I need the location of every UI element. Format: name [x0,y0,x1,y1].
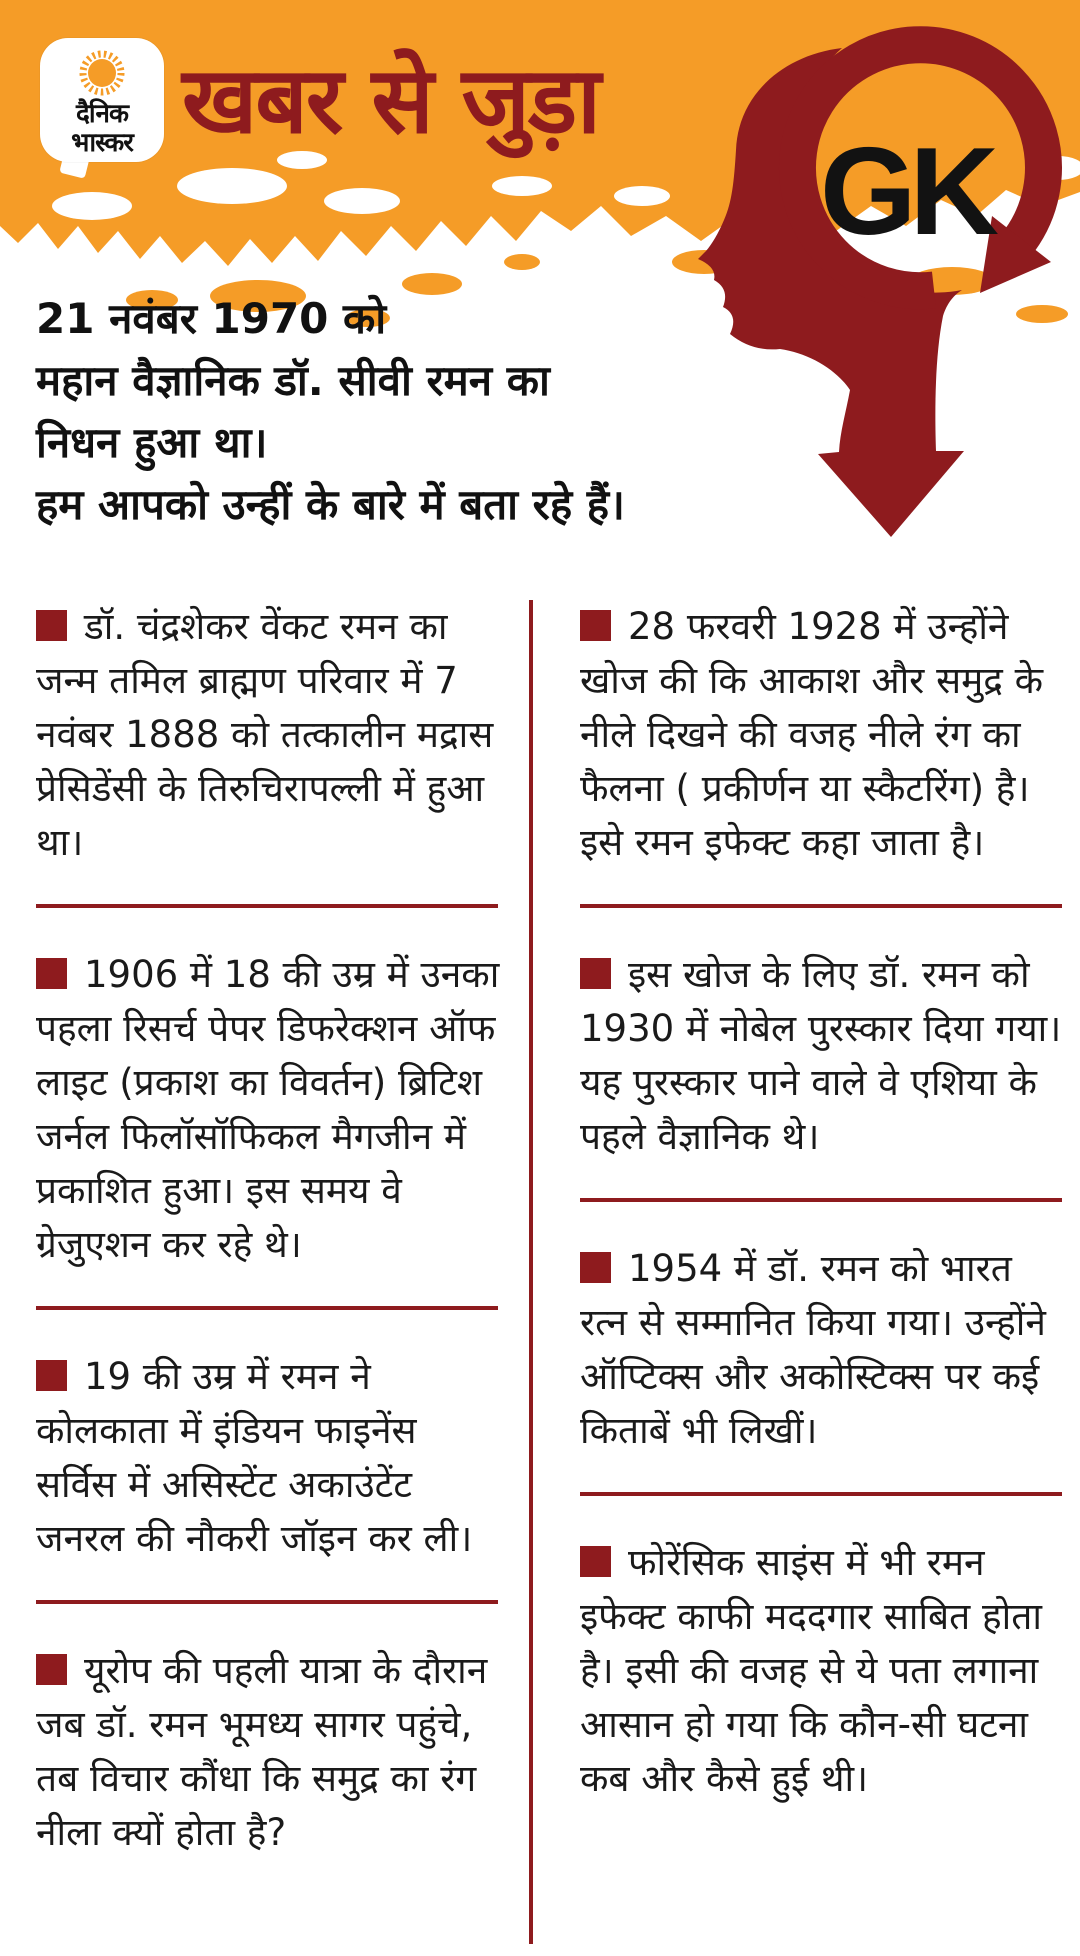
fact-item [580,600,1064,870]
separator-line [36,1306,498,1310]
bullet-square-icon [36,610,67,641]
fact-item [580,1242,1064,1458]
fact-text: 1954 में डॉ. रमन को भारत रत्न से सम्मानित किया गया। उन्होंने ऑप्टिक्स और अकोस्टिक्स पर कई किताबें भी लिखीं। [580,1247,1046,1452]
gk-label: GK [820,123,992,261]
column-divider [529,600,533,1944]
intro-text [36,288,636,536]
bullet-square-icon [580,610,611,641]
dainik-bhaskar-logo [40,38,164,162]
logo-line-2: भास्कर [71,128,133,158]
logo-line-1: दैनिक [76,99,128,129]
fact-item [580,1536,1064,1806]
bullet-square-icon [36,958,67,989]
gk-head-graphic [588,0,1080,560]
bullet-square-icon [580,1252,611,1283]
fact-text: डॉ. चंद्रशेकर वेंकट रमन का जन्म तमिल ब्राह्मण परिवार में 7 नवंबर 1888 को तत्कालीन मद्रास प्रेसिडेंसी के तिरुचिरापल्ली में हुआ था। [36,605,494,864]
fact-text: फोरेंसिक साइंस में भी रमन इफेक्ट काफी मददगार साबित होता है। इसी की वजह से ये पता लगाना आसान हो गया कि कौन-सी घटना कब और कैसे हुई थी। [580,1541,1042,1800]
fact-text: 28 फरवरी 1928 में उन्होंने खोज की कि आकाश और समुद्र के नीले दिखने की वजह नीले रंग का फैलना ( प्रकीर्णन या स्कैटरिंग) है। इसे रमन इफेक्ट कहा जाता है। [580,605,1044,864]
facts-column-right [580,600,1064,1840]
fact-item [36,1644,500,1860]
separator-line [580,904,1062,908]
intro-line: हम आपको उन्हीं के बारे में बता रहे हैं। [36,480,625,529]
fact-item [36,600,500,870]
bullet-square-icon [36,1654,67,1685]
bullet-square-icon [580,1546,611,1577]
bullet-square-icon [36,1360,67,1391]
fact-text: यूरोप की पहली यात्रा के दौरान जब डॉ. रमन भूमध्य सागर पहुंचे, तब विचार कौंधा कि समुद्र का रंग नीला क्यों होता है? [36,1649,488,1854]
fact-text: इस खोज के लिए डॉ. रमन को 1930 में नोबेल पुरस्कार दिया गया। यह पुरस्कार पाने वाले वे एशिया के पहले वैज्ञानिक थे। [580,953,1062,1158]
separator-line [580,1198,1062,1202]
fact-item [36,948,500,1272]
bullet-square-icon [580,958,611,989]
facts-column-left [36,600,500,1894]
intro-line: निधन हुआ था। [36,418,268,467]
separator-line [580,1492,1062,1496]
fact-text: 1906 में 18 की उम्र में उनका पहला रिसर्च पेपर डिफरेक्शन ऑफ लाइट (प्रकाश का विवर्तन) ब्रिटिश जर्नल फिलॉसॉफिकल मैगजीन में प्रकाशित हुआ। इस समय वे ग्रेजुएशन कर रहे थे। [36,953,500,1266]
fact-item [580,948,1064,1164]
intro-line: महान वैज्ञानिक डॉ. सीवी रमन का [36,356,550,405]
intro-line: 21 नवंबर 1970 को [36,294,387,343]
page-title: खबर से जुड़ा [182,47,599,154]
separator-line [36,904,498,908]
fact-item [36,1350,500,1566]
sun-icon [75,46,129,100]
logo-wordmark [71,100,133,158]
fact-text: 19 की उम्र में रमन ने कोलकाता में इंडियन फाइनेंस सर्विस में असिस्टेंट अकाउंटेंट जनरल की नौकरी जॉइन कर ली। [36,1355,473,1560]
separator-line [36,1600,498,1604]
